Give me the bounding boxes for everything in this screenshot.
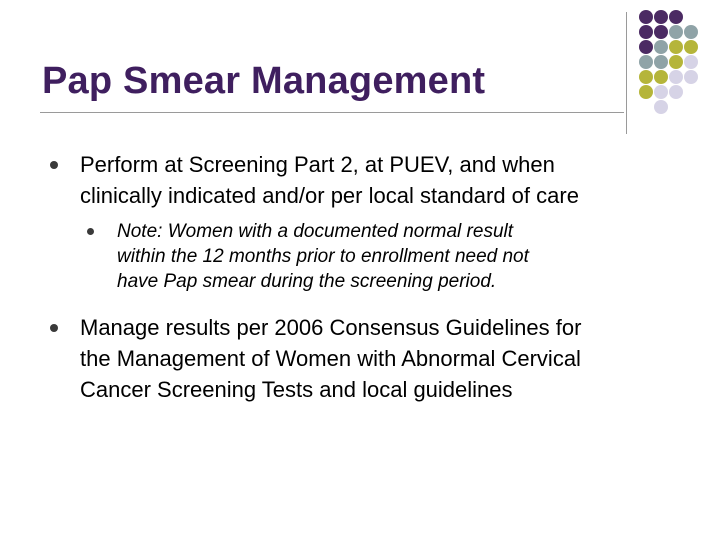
decorative-dot: [639, 85, 653, 99]
decorative-dot: [684, 25, 698, 39]
decorative-dot: [654, 25, 668, 39]
title-divider-vertical: [626, 12, 627, 134]
decorative-dot-grid: [639, 10, 720, 118]
decorative-dot: [654, 10, 668, 24]
sub-bullet-item-note: [117, 219, 529, 294]
decorative-dot: [654, 85, 668, 99]
title-divider-horizontal: [40, 112, 624, 113]
decorative-dot: [669, 10, 683, 24]
bullet-line: the Management of Women with Abnormal Cervical: [80, 346, 581, 371]
decorative-dot: [654, 70, 668, 84]
decorative-dot: [669, 55, 683, 69]
sub-bullet-line: Note: Women with a documented normal result: [117, 221, 514, 242]
bullet-marker: [50, 161, 58, 169]
decorative-dot: [684, 70, 698, 84]
decorative-dot: [639, 55, 653, 69]
decorative-dot: [639, 10, 653, 24]
decorative-dot: [654, 40, 668, 54]
bullet-item-manage-results: [80, 312, 581, 405]
decorative-dot: [654, 55, 668, 69]
bullet-line: Manage results per 2006 Consensus Guidelines for: [80, 315, 582, 340]
sub-bullet-line: have Pap smear during the screening period.: [117, 271, 497, 292]
bullet-line: Perform at Screening Part 2, at PUEV, and when: [80, 152, 555, 177]
bullet-line: Cancer Screening Tests and local guidelines: [80, 377, 513, 402]
decorative-dot: [639, 25, 653, 39]
decorative-dot: [669, 85, 683, 99]
decorative-dot: [684, 55, 698, 69]
decorative-dot: [654, 100, 668, 114]
sub-bullet-marker: [87, 228, 94, 235]
decorative-dot: [639, 40, 653, 54]
slide-title: Pap Smear Management: [42, 60, 486, 102]
decorative-dot: [669, 40, 683, 54]
decorative-dot: [669, 70, 683, 84]
sub-bullet-line: within the 12 months prior to enrollment need not: [117, 246, 529, 267]
decorative-dot: [684, 40, 698, 54]
bullet-marker: [50, 324, 58, 332]
decorative-dot: [669, 25, 683, 39]
bullet-item-screening: [80, 149, 579, 211]
decorative-dot: [639, 70, 653, 84]
bullet-line: clinically indicated and/or per local standard of care: [80, 183, 579, 208]
